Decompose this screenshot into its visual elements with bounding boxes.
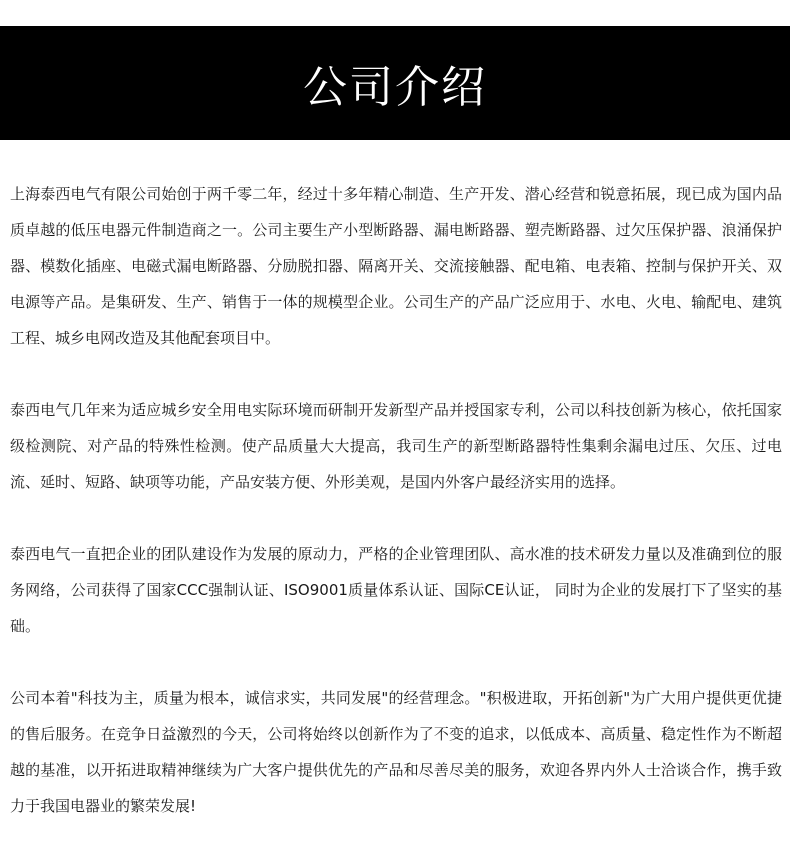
page-title: 公司介绍 <box>303 62 487 113</box>
intro-paragraph-3: 泰西电气一直把企业的团队建设作为发展的原动力，严格的企业管理团队、高水准的技术研发力量以及准确到位的服务网络，公司获得了国家CCC强制认证、ISO9001质量体系认证、国际CE认证， 同时为企业的发展打下了坚实的基础。 <box>10 545 782 635</box>
intro-paragraph-2: 泰西电气几年来为适应城乡安全用电实际环境而研制开发新型产品并授国家专利，公司以科技创新为核心，依托国家级检测院、对产品的特殊性检测。使产品质量大大提高，我司生产的新型断路器特性集剩余漏电过压、欠压、过电流、延时、短路、缺项等功能，产品安装方便、外形美观，是国内外客户最经济实用的选择。 <box>10 401 782 491</box>
intro-paragraph-1: 上海泰西电气有限公司始创于两千零二年，经过十多年精心制造、生产开发、潜心经营和锐意拓展，现已成为国内品质卓越的低压电器元件制造商之一。公司主要生产小型断路器、漏电断路器、塑壳断路器、过欠压保护器、浪涌保护器、模数化插座、电磁式漏电断路器、分励脱扣器、隔离开关、交流接触器、配电箱、电表箱、控制与保护开关、双电源等产品。是集研发、生产、销售于一体的规模型企业。公司生产的产品广泛应用于、水电、火电、输配电、建筑工程、城乡电网改造及其他配套项目中。 <box>10 185 782 347</box>
title-banner <box>0 26 790 140</box>
intro-paragraph-4: 公司本着"科技为主，质量为根本，诚信求实，共同发展"的经营理念。"积极进取，开拓创新"为广大用户提供更优捷的售后服务。在竞争日益激烈的今天，公司将始终以创新作为了不变的追求，以低成本、高质量、稳定性作为不断超越的基准，以开拓进取精神继续为广大客户提供优先的产品和尽善尽美的服务，欢迎各界内外人士洽谈合作，携手致力于我国电器业的繁荣发展! <box>10 689 782 815</box>
company-intro-text <box>10 176 782 824</box>
